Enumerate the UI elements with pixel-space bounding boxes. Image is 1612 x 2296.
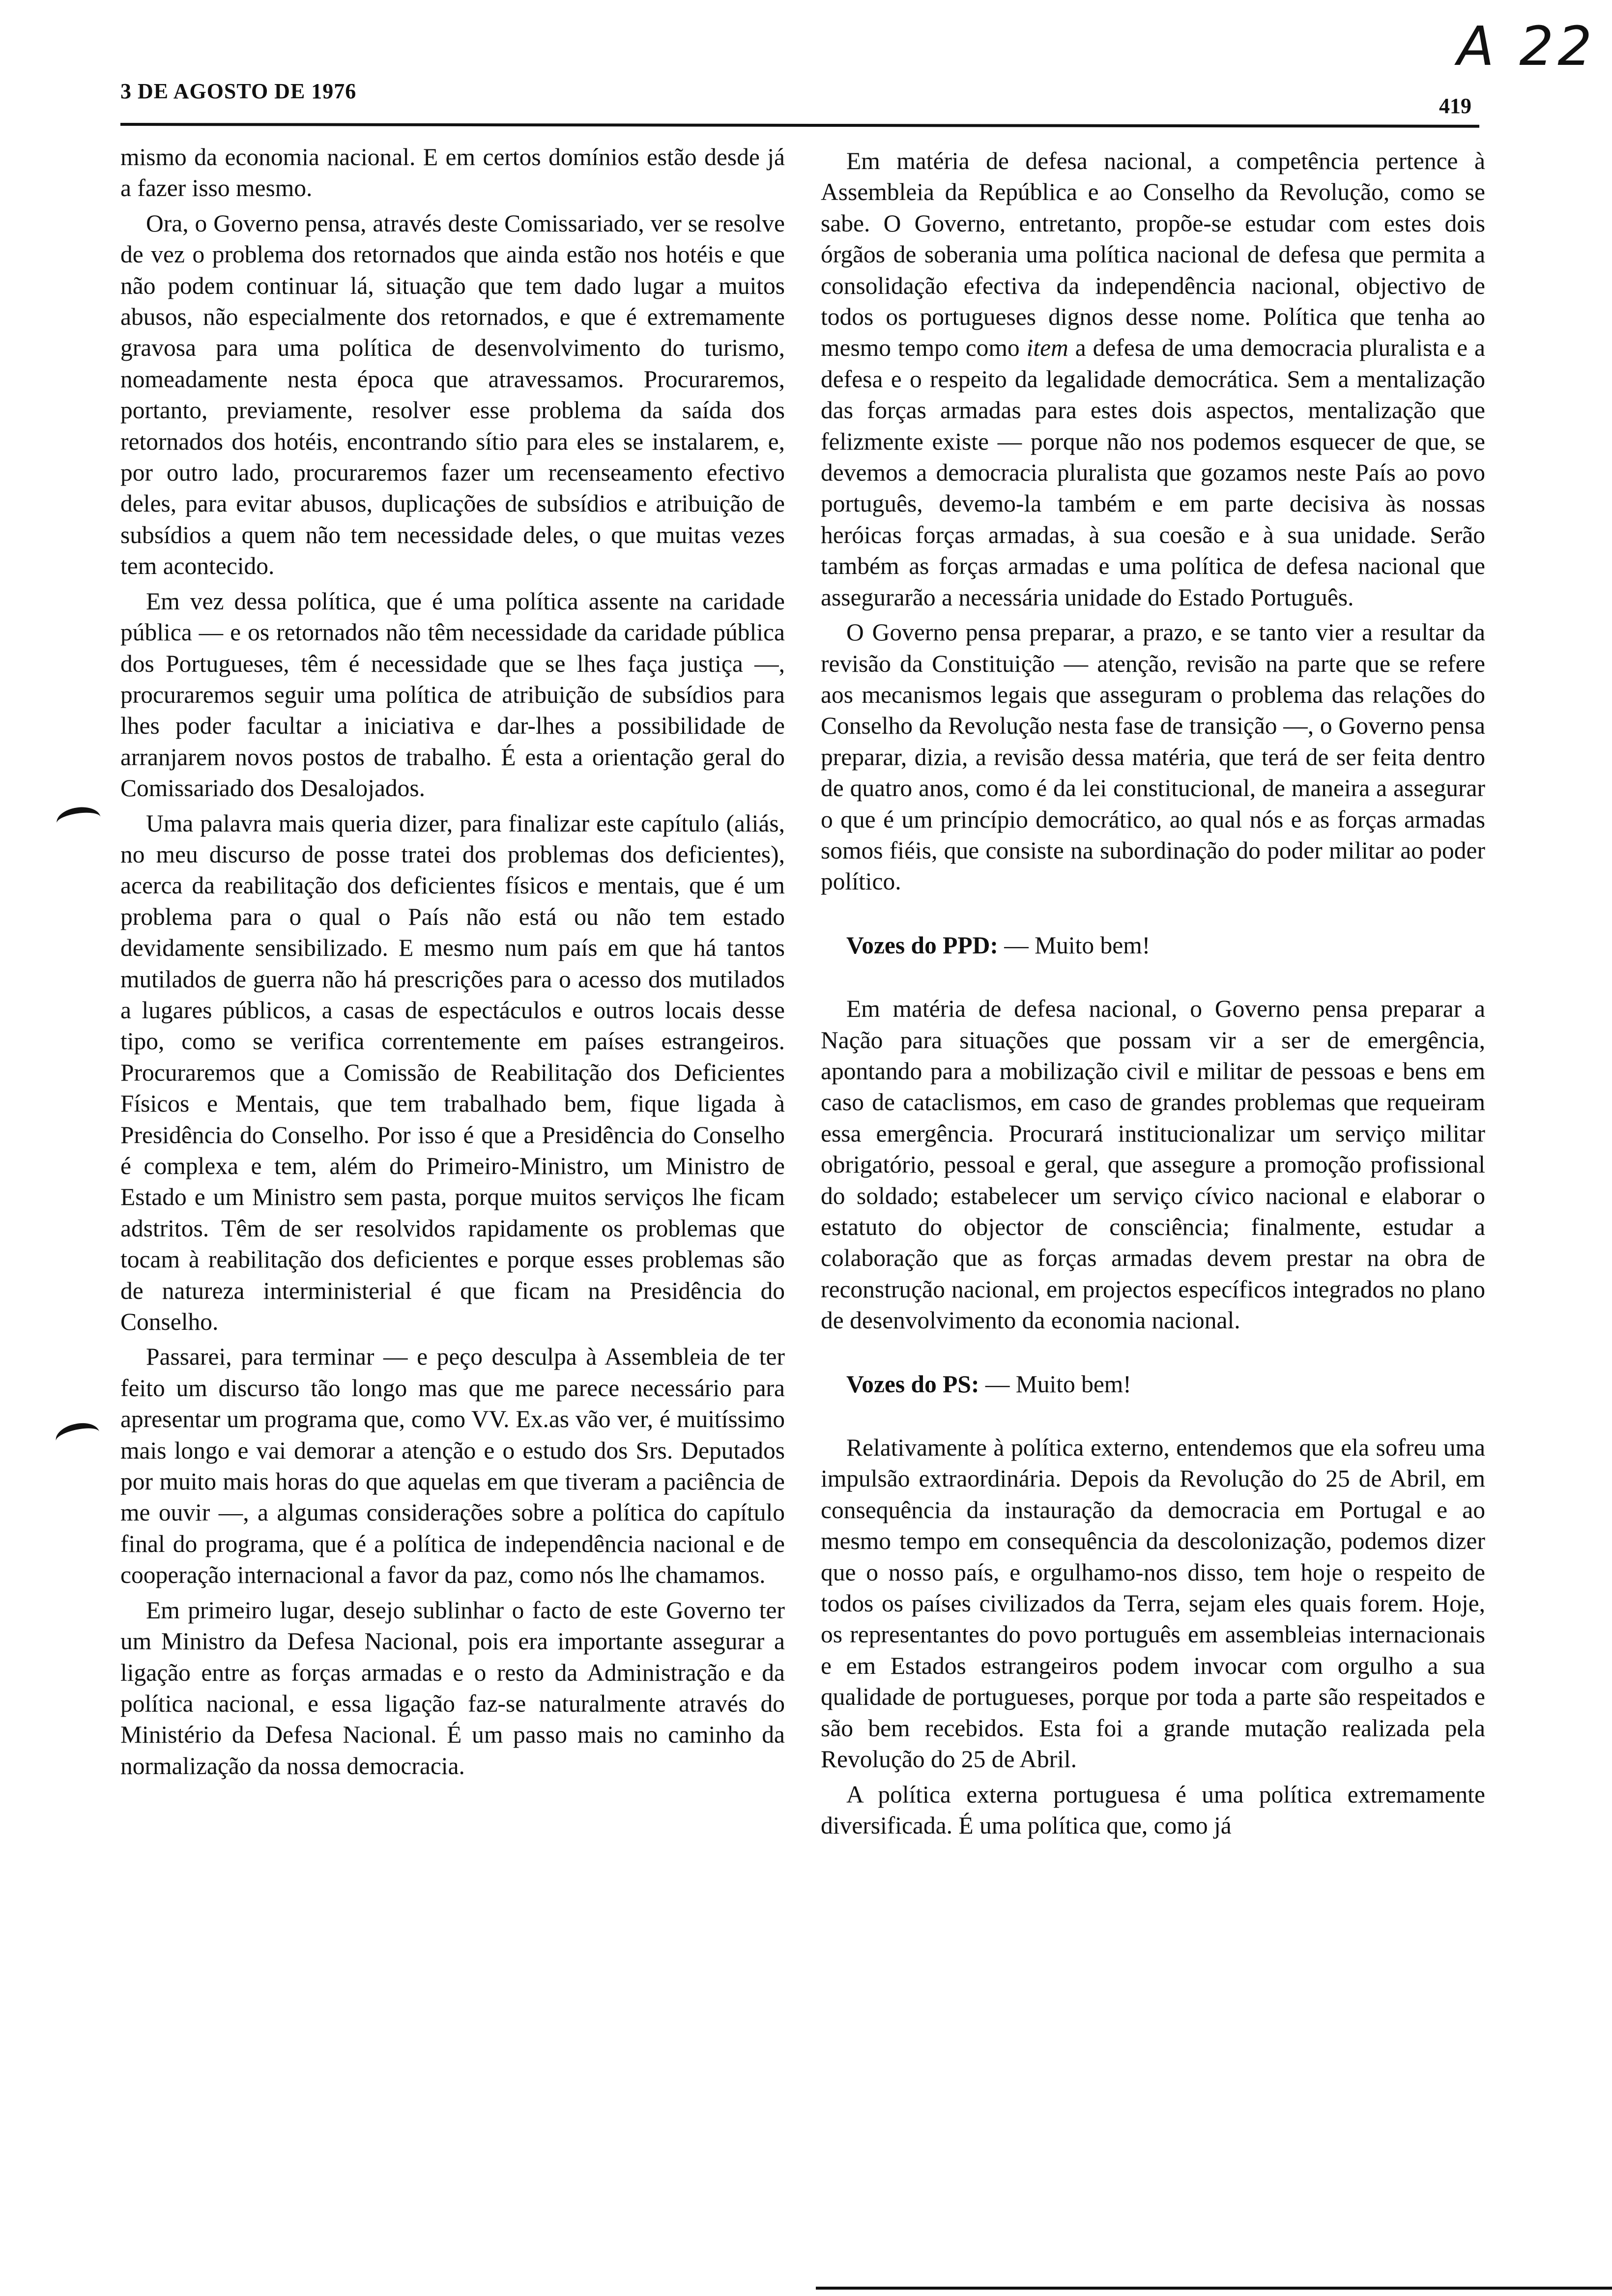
interjection-ppd bbox=[821, 930, 1485, 961]
paragraph: Em matéria de defesa nacional, o Governo pensa preparar a Nação para situações que possam vir a ser de emergência, apontando para a mobilização civil e militar de pessoas e bens em caso de cataclismos, em caso de grandes problemas que requeiram essa emergência. Procurará institucionalizar um serviço militar obrigatório, pessoal e geral, que assegure a promoção profissional do soldado; estabelecer um serviço cívico nacional e elaborar o estatuto do objector de consciência; finalmente, estudar a colaboração que as forças armadas devem prestar na obra de reconstrução nacional, em projectos específicos integrados no plano de desenvolvimento da economia nacional. bbox=[821, 995, 1485, 1334]
paragraph: Ora, o Governo pensa, através deste Comissariado, ver se resolve de vez o problema dos retornados que ainda estão nos hotéis e que não podem continuar lá, situação que tem dado lugar a muitos abusos, não especialmente dos retornados, e que é extremamente gravosa para uma política de desenvolvimento do turismo, nomeadamente nesta época que atravessamos. Procuraremos, portanto, previamente, resolver esse problema da saída dos retornados dos hotéis, encontrando sítio para eles se instalarem, e, por outro lado, procuraremos fazer um recenseamento efectivo deles, para evitar abusos, duplicações de subsídios e atribuição de subsídios a quem não tem necessidade deles, o que muitas vezes tem acontecido. bbox=[120, 209, 785, 580]
speaker-label: Vozes do PPD: bbox=[846, 931, 998, 959]
paragraph: Em primeiro lugar, desejo sublinhar o facto de este Governo ter um Ministro da Defesa Nacional, pois era importante assegurar a ligação entre as forças armadas e o resto da Administração e da política nacional, e essa ligação faz-se naturalmente através do Ministério da Defesa Nacional. É um passo mais no caminho da normalização da nossa democracia. bbox=[120, 1596, 785, 1779]
paragraph: Em vez dessa política, que é uma política assente na caridade pública — e os retornados não têm necessidade da caridade pública dos Portugueses, têm é necessidade que se lhes faça justiça —, procuraremos seguir uma política de atribuição de subsídios para lhes poder facultar a iniciativa e dar-lhes a possibilidade de arranjarem novos postos de trabalho. É esta a orientação geral do Comissariado dos Desalojados. bbox=[120, 587, 785, 802]
interjection-text: — Muito bem! bbox=[998, 931, 1151, 959]
running-head-date: 3 DE AGOSTO DE 1976 bbox=[120, 79, 357, 103]
margin-bracket-mark bbox=[55, 804, 102, 836]
paragraph: Relativamente à política externo, entendemos que ela sofreu uma impulsão extraordinária. Depois da Revolução do 25 de Abril, em consequência da instauração da democracia em Portugal e ao mesmo tempo em consequência da descolonização, podemos dizer que o nosso país, e orgulhamo-nos disso, tem hoje o respeito de todos os países civilizados da Terra, sejam eles quais forem. Hoje, os representantes do povo português em assembleias internacionais e em Estados estrangeiros podem invocar com orgulho a sua qualidade de portugueses, porque por toda a parte são respeitados e são bem recebidos. Esta foi a grande mutação realizada pela Revolução do 25 de Abril. bbox=[821, 1434, 1485, 1773]
italic-term: item bbox=[1026, 334, 1068, 362]
interjection-ps bbox=[821, 1369, 1485, 1400]
paragraph bbox=[821, 145, 1485, 613]
paragraph-text: Em matéria de defesa nacional, a competência pertence à Assembleia da República e ao Conselho da Revolução, como se sabe. O Governo, entretanto, propõe-se estudar com estes dois órgãos de soberania uma política nacional de defesa que permita a consolidação efectiva da independência nacional, objectivo de todos os portugueses dignos desse nome. Política que tenha ao mesmo tempo como bbox=[821, 147, 1485, 362]
paragraph: mismo da economia nacional. E em certos domínios estão desde já a fazer isso mesmo. bbox=[120, 144, 785, 202]
margin-bracket-mark bbox=[54, 1419, 102, 1454]
header-rule bbox=[120, 123, 1479, 128]
footer-rule bbox=[816, 2287, 1612, 2290]
paragraph: O Governo pensa preparar, a prazo, e se tanto vier a resultar da revisão da Constituição — atenção, revisão na parte que se refere aos mecanismos legais que asseguram o problema das relações do Conselho da Revolução nesta fase de transição —, o Governo pensa preparar, dizia, a revisão dessa matéria, que terá de ser feita dentro de quatro anos, como é da lei constitucional, de maneira a assegurar o que é um princípio democrático, ao qual nós e as forças armadas somos fiéis, que consiste na subordinação do poder militar ao poder político. bbox=[821, 619, 1485, 895]
left-column bbox=[120, 142, 785, 1785]
page-number: 419 bbox=[1439, 94, 1471, 118]
paragraph-text: a defesa de uma democracia pluralista e a defesa e o respeito da legalidade democrática. Sem a mentalização das forças armadas para estes dois aspectos, mentalização que felizmente existe — porque não nos podemos esquecer de que, se devemos a democracia pluralista que gozamos neste País ao povo português, devemo-la também e em parte decisiva às nossas heróicas forças armadas, à sua coesão e à sua unidade. Serão também as forças armadas e uma política de defesa nacional que assegurarão a necessária unidade do Estado Português. bbox=[821, 334, 1485, 611]
right-column bbox=[821, 145, 1485, 1845]
handwritten-archive-mark: A 22 bbox=[1457, 15, 1596, 78]
paragraph: A política externa portuguesa é uma política extremamente diversificada. É uma política que, como já bbox=[821, 1780, 1485, 1839]
interjection-text: — Muito bem! bbox=[979, 1370, 1131, 1398]
paragraph: Passarei, para terminar — e peço desculpa à Assembleia de ter feito um discurso tão longo mas que me parece necessário para apresentar um programa que, como VV. Ex.as vão ver, é muitíssimo mais longo e vai demorar a atenção e o estudo dos Srs. Deputados por muito mais horas do que aquelas em que tiveram a paciência de me ouvir —, a algumas considerações sobre a política do capítulo final do programa, que é a política de independência nacional e de cooperação internacional a favor da paz, como nós lhe chamamos. bbox=[120, 1343, 785, 1589]
paragraph: Uma palavra mais queria dizer, para finalizar este capítulo (aliás, no meu discurso de posse tratei dos problemas dos deficientes), acerca da reabilitação dos deficientes físicos e mentais, que é um problema para o qual o País não está ou não tem estado devidamente sensibilizado. E mesmo num país em que há tantos mutilados de guerra não há prescrições para o acesso dos mutilados a lugares públicos, a casas de espectáculos e outros locais desse tipo, como se verifica correntemente em países estrangeiros. Procuraremos que a Comissão de Reabilitação dos Deficientes Físicos e Mentais, que tem trabalhado bem, fique ligada à Presidência do Conselho. Por isso é que a Presidência do Conselho é complexa e tem, além do Primeiro-Ministro, um Ministro de Estado e um Ministro sem pasta, porque muitos serviços lhe ficam adstritos. Têm de ser resolvidos rapidamente os problemas que tocam à reabilitação dos deficientes e porque esses problemas são de natureza interministerial é que ficam na Presidência do Conselho. bbox=[120, 809, 785, 1336]
speaker-label: Vozes do PS: bbox=[846, 1370, 979, 1398]
